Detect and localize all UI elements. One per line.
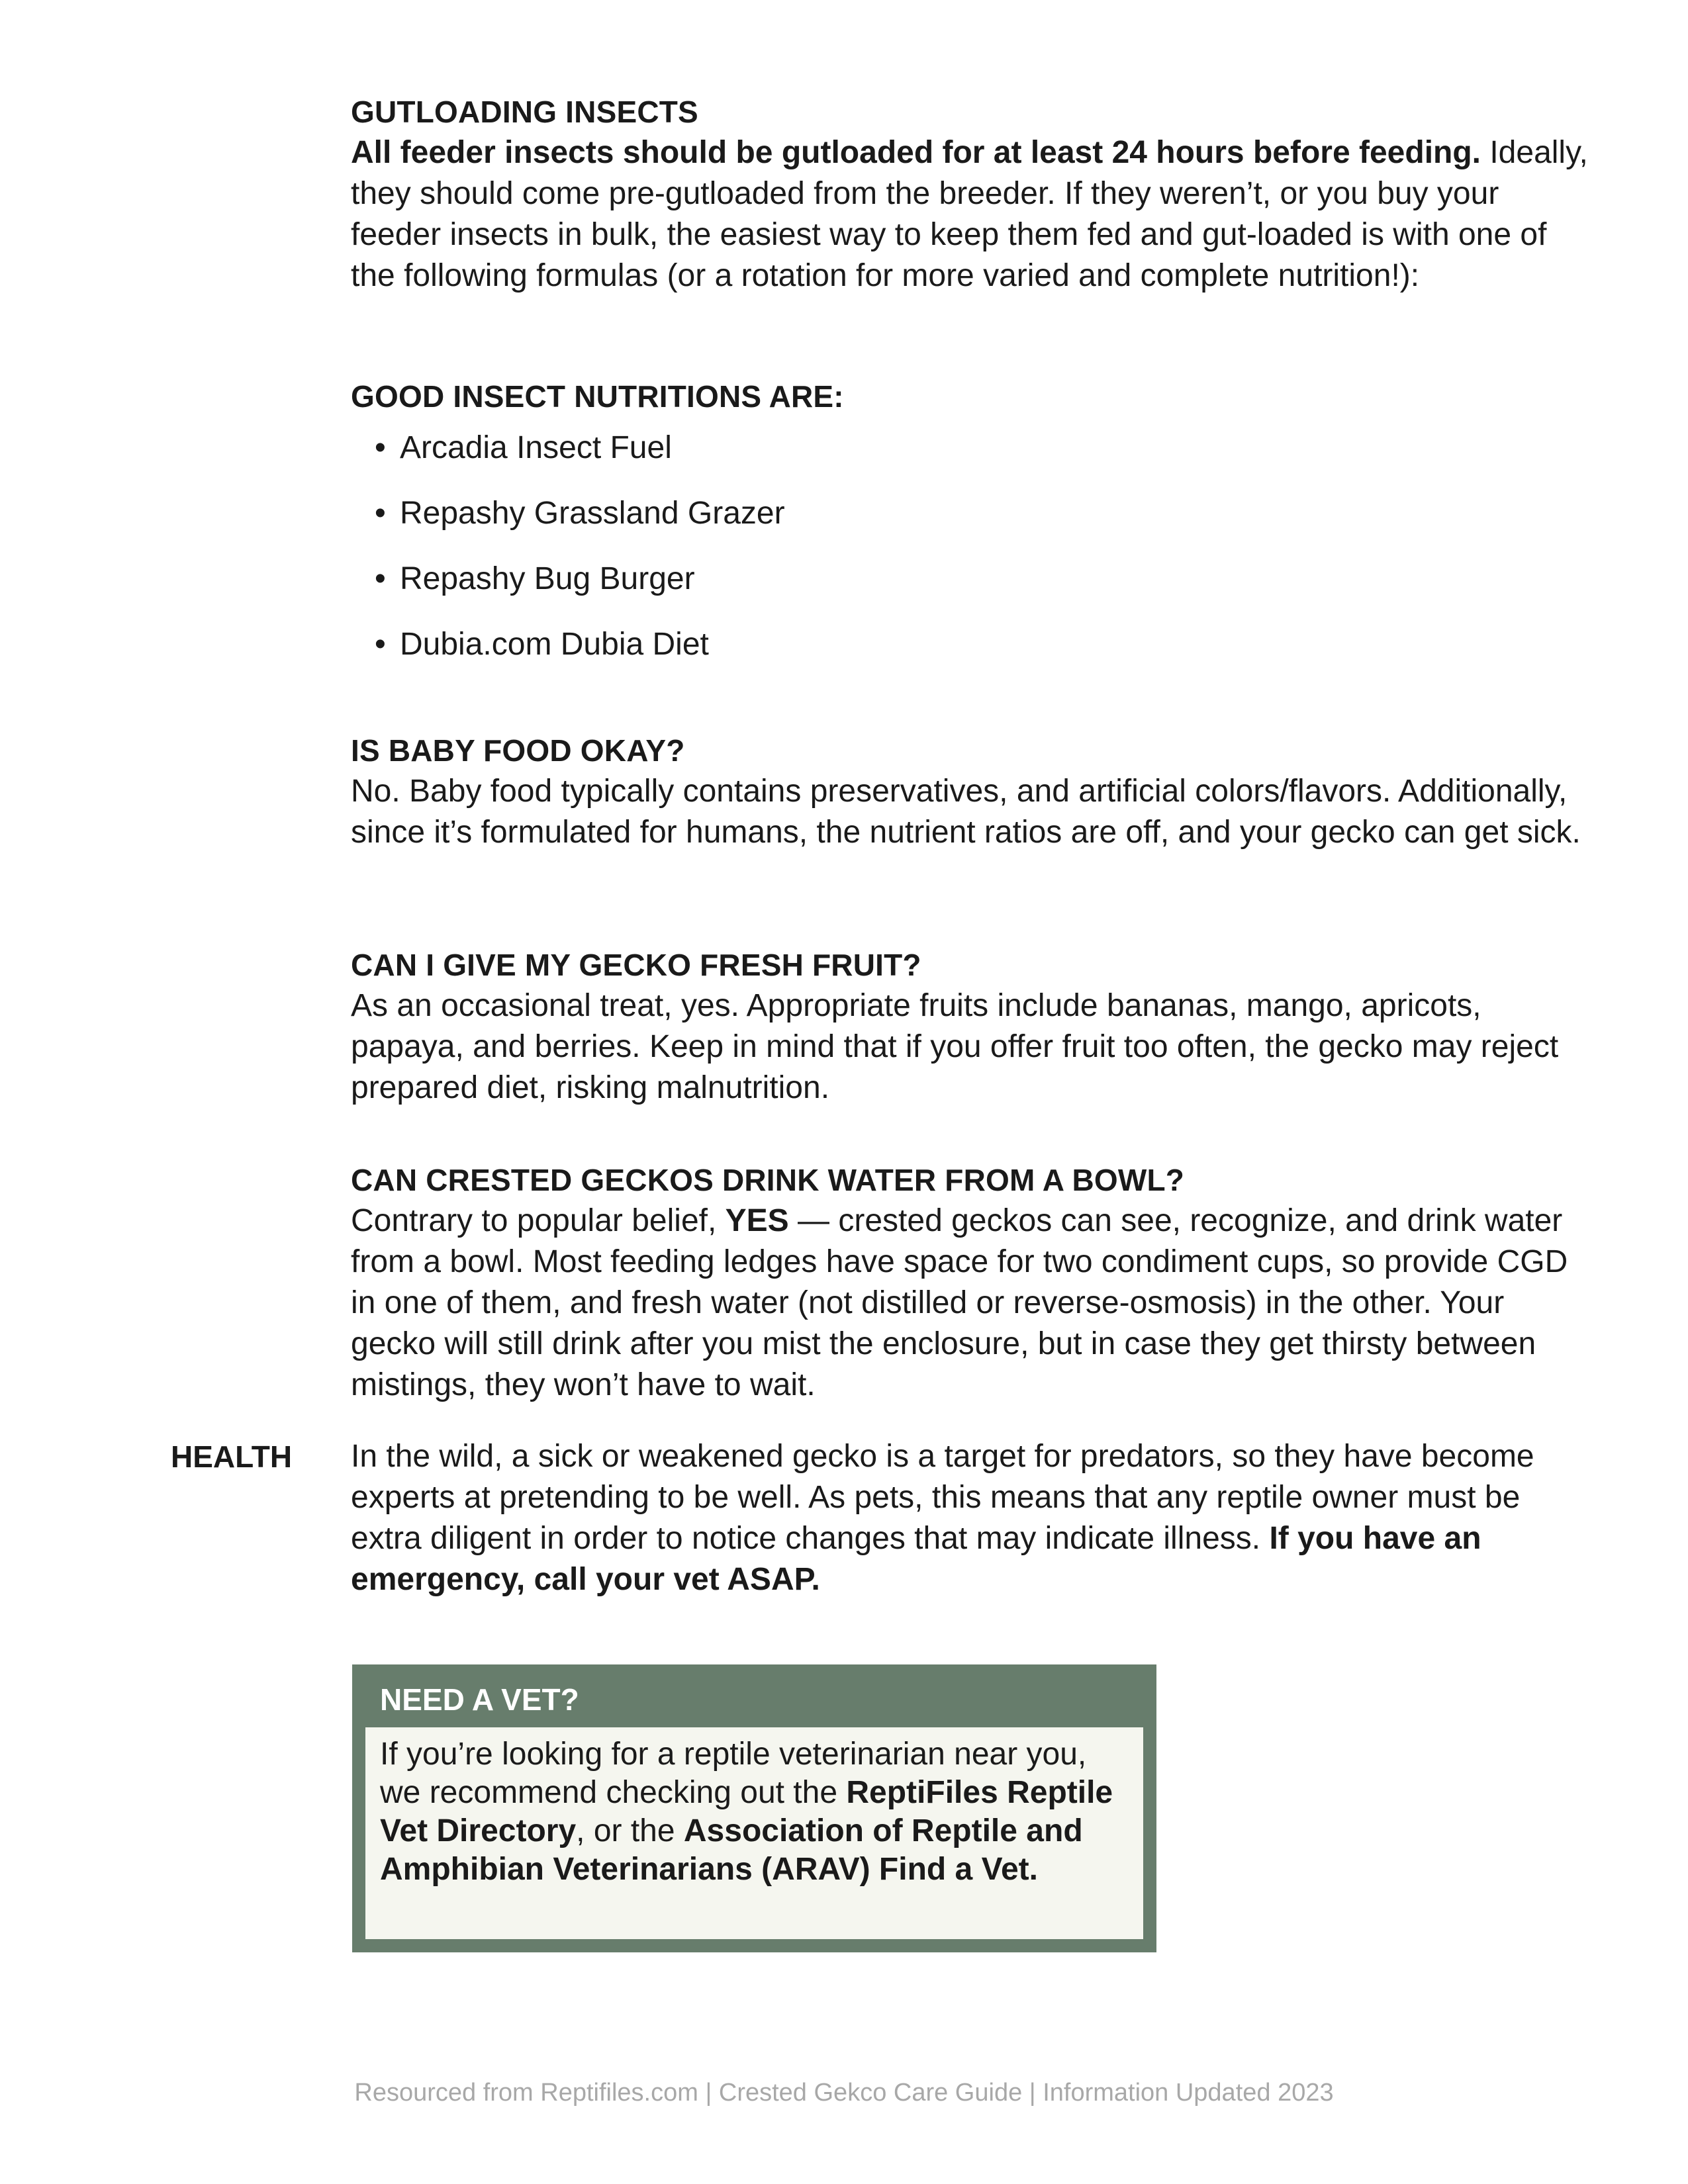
baby-food-heading: IS BABY FOOD OKAY? [351, 733, 685, 768]
health-emergency: If you have an emergency, call your vet ASAP. [351, 1521, 1481, 1597]
need-vet-content: If you’re looking for a reptile veterinarian near you, we recommend checking out the ReptiFiles Reptile Vet Directory, or the Association of Reptile and Amphibian Veterinarians (ARAV) Find a Vet. [365, 1727, 1143, 1939]
arav-find-vet-link[interactable]: Association of Reptile and Amphibian Veterinarians (ARAV) Find a Vet. [380, 1813, 1083, 1887]
health-section [351, 1436, 1589, 1600]
gutloading-section [351, 91, 1589, 296]
footer: Resourced from Reptifiles.com | Crested Gekco Care Guide | Information Updated 2023 [354, 2079, 1334, 2107]
baby-food-text: No. Baby food typically contains preservatives, and artificial colors/flavors. Additionally, since it’s formulated for humans, the nutrient ratios are off, and your gecko can get sick. [351, 774, 1581, 850]
water-section [351, 1160, 1589, 1406]
health-paragraph: In the wild, a sick or weakened gecko is a target for predators, so they have become experts at pretending to be well. As pets, this means that any reptile owner must be extra diligent in order to notice changes that may indicate illness. If you have an emergency, call your vet ASAP. [351, 1439, 1534, 1597]
health-label: HEALTH [171, 1439, 293, 1474]
nutritions-heading: GOOD INSECT NUTRITIONS ARE: [351, 379, 844, 414]
need-vet-box [352, 1664, 1156, 1952]
nutritions-list [351, 428, 1589, 665]
gutloading-heading: GUTLOADING INSECTS [351, 95, 698, 129]
list-item: • Repashy Bug Burger [375, 561, 695, 596]
baby-food-section [351, 730, 1589, 853]
gutloading-bold-intro: All feeder insects should be gutloaded for at least 24 hours before feeding. [351, 135, 1481, 170]
water-heading: CAN CRESTED GECKOS DRINK WATER FROM A BOWL? [351, 1163, 1185, 1197]
list-item: • Repashy Grassland Grazer [375, 496, 785, 531]
list-item: • Arcadia Insect Fuel [375, 430, 672, 465]
fruit-text: As an occasional treat, yes. Appropriate fruits include bananas, mango, apricots, papaya, and berries. Keep in mind that if you offer fruit too often, the gecko may reject prepared diet, risking malnutrition. [351, 988, 1559, 1105]
nutritions-section [351, 376, 1589, 690]
need-vet-title: NEED A VET? [380, 1682, 579, 1717]
reptifiles-vet-directory-link[interactable]: ReptiFiles Reptile Vet Directory [380, 1775, 1113, 1848]
water-yes: YES [725, 1203, 789, 1238]
list-item: • Dubia.com Dubia Diet [375, 627, 709, 662]
gutloading-text: Ideally, they should come pre-gutloaded from the breeder. If they weren’t, or you buy your feeder insects in bulk, the easiest way to keep them fed and gut-loaded is with one of the following formulas (or a rotation for more varied and complete nutrition!): [351, 135, 1588, 293]
fruit-section [351, 944, 1589, 1109]
gutloading-paragraph [351, 132, 1589, 296]
fruit-heading: CAN I GIVE MY GECKO FRESH FRUIT? [351, 948, 921, 982]
water-paragraph: Contrary to popular belief, YES — crested geckos can see, recognize, and drink water from a bowl. Most feeding ledges have space for two condiment cups, so provide CGD in one of them, and fresh water (not distilled or reverse-osmosis) in the other. Your gecko will still drink after you mist the enclosure, but in case they get thirsty between mistings, they won’t have to wait. [351, 1203, 1568, 1402]
